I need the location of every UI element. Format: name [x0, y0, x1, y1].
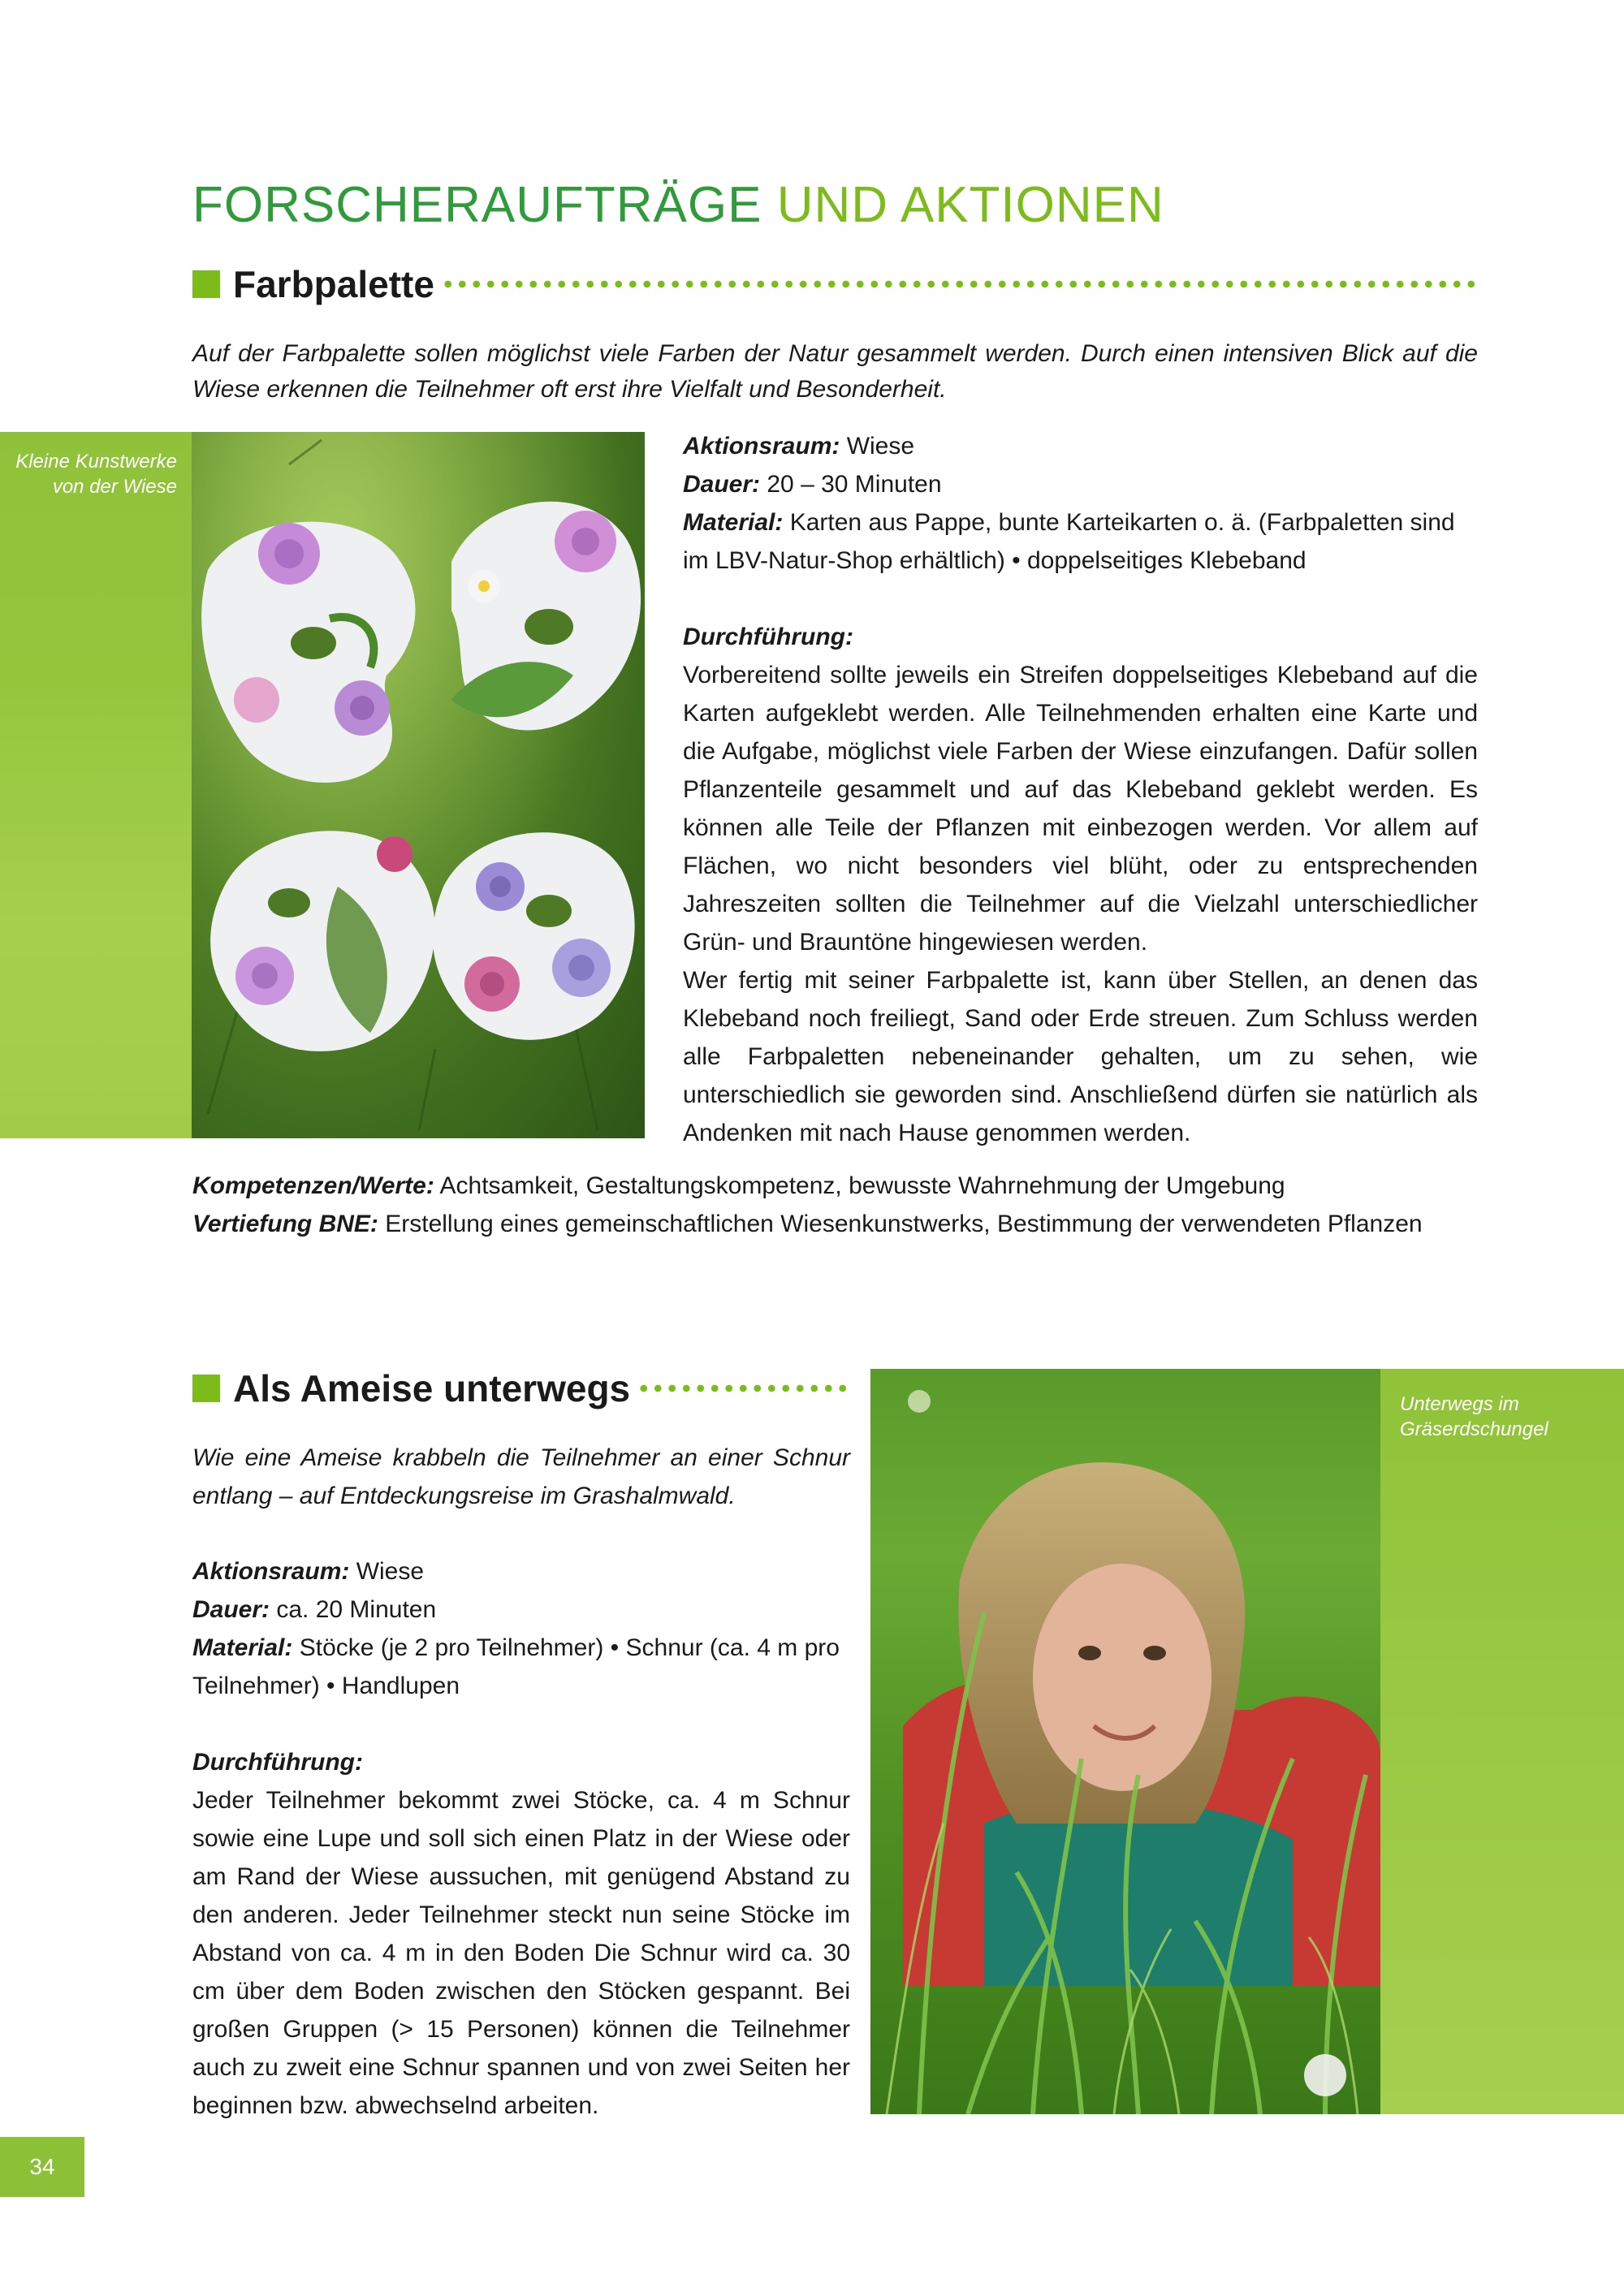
photo-farbpaletten [192, 432, 645, 1138]
dotted-rule [441, 280, 1478, 288]
section1-details [683, 427, 1478, 1152]
vertiefung-value: Erstellung eines gemeinschaftlichen Wiesenkunstwerks, Bestimmung der verwendeten Pflanzen [385, 1211, 1423, 1237]
section1-footer-notes [192, 1167, 1484, 1243]
vertiefung-line [192, 1205, 1484, 1243]
dauer-label: Dauer: [683, 471, 761, 498]
dauer-value: 20 – 30 Minuten [767, 471, 942, 498]
photo-kind-im-gras [870, 1369, 1380, 2114]
aktionsraum-label: Aktionsraum: [683, 433, 840, 460]
photo-caption: Unterwegs im Gräserdschungel [1400, 1393, 1548, 1440]
durchfuehrung-paragraph-2: Wer fertig mit seiner Farbpalette ist, kann über Stellen, an denen das Klebeband noch freiliegt, Sand oder Erde streuen. Zum Schluss werden alle Farbpaletten nebeneinander gehalten, um zu sehen, wie unterschiedlich sie geworden sind. Anschließend dürfen sie natürlich als Andenken mit nach Hause genommen werden. [683, 967, 1478, 1146]
vertiefung-label: Vertiefung BNE: [192, 1211, 378, 1237]
section-heading-ameise [192, 1364, 850, 1413]
durchfuehrung-label: Durchführung: [192, 1749, 363, 1776]
page-title-part1: FORSCHERAUFTRÄGE [192, 177, 762, 233]
palette-photo-illustration [192, 432, 645, 1138]
aktionsraum-line [683, 427, 1478, 465]
section-intro: Auf der Farbpalette sollen möglichst viele Farben der Natur gesammelt werden. Durch einen intensiven Blick auf die Wiese erkennen die Teilnehmer oft erst ihre Vielfalt und Besonderheit. [192, 340, 1478, 403]
section-bullet-icon [192, 270, 220, 298]
dotted-rule [637, 1384, 850, 1392]
durchfuehrung-label: Durchführung: [683, 624, 853, 650]
section2-details [192, 1552, 850, 2125]
aktionsraum-line [192, 1552, 850, 1591]
aktionsraum-value: Wiese [356, 1558, 425, 1585]
page-number: 34 [0, 2137, 84, 2197]
durchfuehrung-paragraph-1: Vorbereitend sollte jeweils ein Streifen doppelseitiges Klebeband auf die Karten aufgeklebt werden. Alle Teilnehmenden erhalten eine Karte und die Aufgabe, möglichst viele Farben der Wiese einzufangen. Dafür sollen Pflanzenteile gesammelt und auf das Klebeband geklebt werden. Es können alle Teile der Pflanzen mit einbezogen werden. Vor allem auf Flächen, wo nicht besonders viel blüht, oder zu entsprechenden Jahreszeiten sollten die Teilnehmer auf die Vielzahl unterschiedlicher Grün- und Brauntöne hingewiesen werden. [683, 662, 1478, 956]
dauer-line [683, 465, 1478, 503]
sidebar-green-strip [0, 432, 192, 1138]
section-heading-farbpalette [192, 260, 1478, 309]
child-photo-illustration [870, 1369, 1380, 2114]
material-value: Stöcke (je 2 pro Teilnehmer) • Schnur (ca. 4 m pro Teilnehmer) • Handlupen [192, 1634, 840, 1699]
material-line [192, 1629, 850, 1705]
dauer-value: ca. 20 Minuten [276, 1596, 437, 1623]
sidebar-green-strip [1380, 1369, 1624, 2114]
material-value: Karten aus Pappe, bunte Karteikarten o. ä. (Farbpaletten sind im LBV-Natur-Shop erhältlich) • doppelseitiges Klebeband [683, 509, 1455, 574]
material-label: Material: [683, 509, 784, 536]
section-bullet-icon [192, 1375, 220, 1402]
section-title: Farbpalette [233, 263, 434, 305]
material-label: Material: [192, 1634, 293, 1661]
durchfuehrung-paragraph-1: Jeder Teilnehmer bekommt zwei Stöcke, ca. 4 m Schnur sowie eine Lupe und soll sich einen Platz in der Wiese oder am Rand der Wiese aussuchen, mit genügend Abstand zu den anderen. Jeder Teilnehmer steckt nun seine Stöcke im Abstand von ca. 4 m in den Boden Die Schnur wird ca. 30 cm über dem Boden zwischen den Stöcken gespannt. Bei großen Gruppen (> 15 Personen) können die Teilnehmer auch zu zweit eine Schnur spannen und von zwei Seiten her beginnen bzw. abwechselnd arbeiten. [192, 1787, 850, 2119]
page-title-part2: UND AKTIONEN [776, 177, 1164, 233]
aktionsraum-value: Wiese [846, 433, 915, 460]
kompetenzen-label: Kompetenzen/Werte: [192, 1172, 434, 1199]
material-line [683, 503, 1478, 580]
dauer-label: Dauer: [192, 1596, 270, 1623]
dauer-line [192, 1591, 850, 1629]
kompetenzen-value: Achtsamkeit, Gestaltungskompetenz, bewusste Wahrnehmung der Umgebung [439, 1172, 1285, 1199]
photo-caption: Kleine Kunstwerke von der Wiese [15, 451, 177, 498]
section-intro: Wie eine Ameise krabbeln die Teilnehmer an einer Schnur entlang – auf Entdeckungsreise im Grashalmwald. [192, 1444, 850, 1509]
aktionsraum-label: Aktionsraum: [192, 1558, 350, 1585]
section-title: Als Ameise unterwegs [233, 1367, 631, 1409]
page-title [192, 173, 1164, 238]
kompetenzen-line [192, 1167, 1484, 1205]
